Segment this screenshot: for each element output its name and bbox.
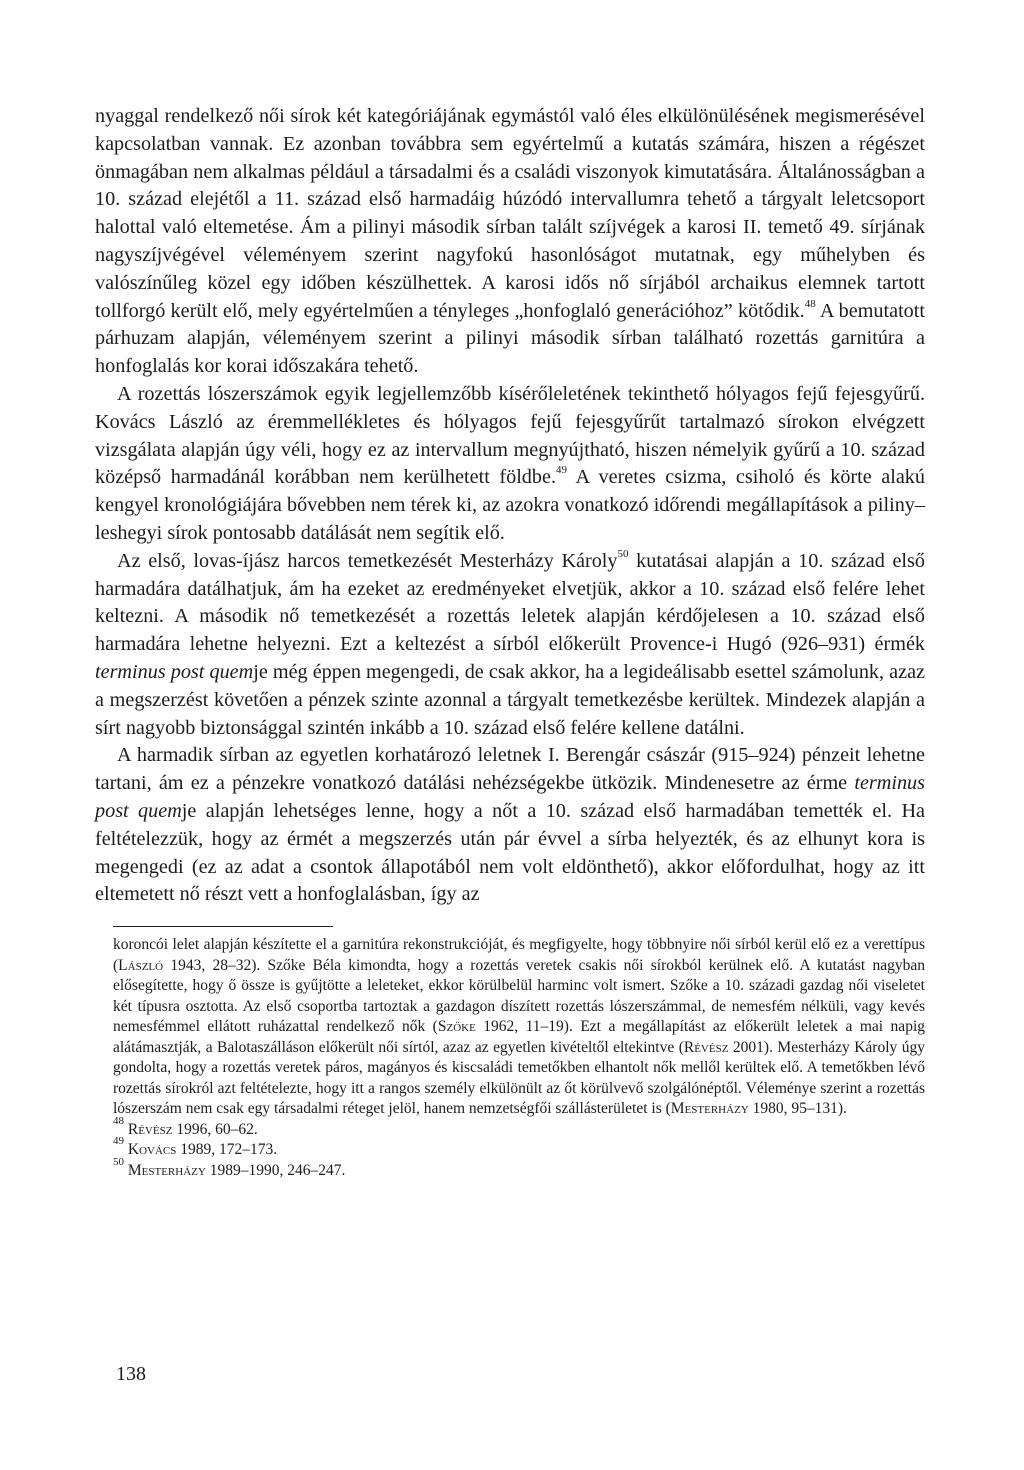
page-number: 138 bbox=[116, 1363, 146, 1385]
footnote-50-number: 50 bbox=[113, 1155, 124, 1168]
paragraph-3-text-b: kutatásai alapján a 10. század első harmadára datálhatjuk, ám ha ezeket az eredményeket elvetjük, akkor a 10. század első felére lehet keltezni. A második nő temetkezését a rozettás leletek alapján kérdőjelesen a 10. század első harmadára lehetne helyezni. Ezt a keltezést a sírból előkerült Provence-i Hugó (926–931) érmék bbox=[95, 549, 925, 656]
paragraph-4 bbox=[95, 742, 925, 909]
paragraph-3-text-a: Az első, lovas-íjász harcos temetkezését Mesterházy Károly bbox=[117, 549, 618, 572]
footnote-48 bbox=[113, 1114, 925, 1141]
footnote-48-author: Révész bbox=[127, 1120, 173, 1138]
fn-cont-author-2: Szőke bbox=[437, 1018, 476, 1036]
fn-cont-author-4: Mesterházy bbox=[670, 1100, 749, 1118]
paragraph-3 bbox=[95, 548, 925, 743]
footnote-ref-49: 49 bbox=[556, 464, 568, 477]
body-text bbox=[95, 103, 925, 909]
paragraph-3-italic-term: terminus post quem bbox=[95, 660, 254, 683]
paragraph-3-text-c: je még éppen megengedi, de csak akkor, ha a legideálisabb esettel számolunk, azaz a megszerzést követően a pénzek szinte azonnal a tárgyalt temetkezésbe kerültek. Mindezek alapján a sírt nagyobb biztonsággal szintén inkább a 10. század első felére kellene datálni. bbox=[95, 660, 925, 739]
footnote-49-author: Kovács bbox=[127, 1141, 177, 1159]
paragraph-1-text-a: nyaggal rendelkező női sírok két kategóriájának egymástól való éles elkülönülésének megismerésével kapcsolatban vannak. Ez azonban továbbra sem egyértelmű a kutatás számára, hiszen a régészet önmagában nem alkalmas például a társadalmi és a családi viszonyok kimutatására. Általánosságban a 10. század elejétől a 11. század első harmadáig húzódó intervallumra tehető a tárgyalt leletcsoport halottal való eltemetése. Ám a pilinyi második sírban talált szíjvégek a karosi II. temető 49. sírjának nagyszíjvégével véleményem szerint nagyfokú hasonlóságot mutatnak, egy műhelyben és valószínűleg közel egy időben készülhettek. A karosi idős nő sírjából archaikus elemnek tartott tollforgó került elő, mely egyértelműen a tényleges „honfoglaló generációhoz” kötődik. bbox=[95, 105, 925, 322]
fn-cont-text-3: 1962, 11–19). Ezt a megállapítást az előkerült leletek a mai napig alátámasztják, a Balotaszálláson előkerült női sírtól, azaz az egyetlen kivételtől eltekintve ( bbox=[113, 1018, 925, 1056]
footnote-49-text: 1989, 172–173. bbox=[176, 1141, 278, 1159]
footnote-50 bbox=[113, 1155, 925, 1182]
footnote-ref-50: 50 bbox=[617, 547, 629, 560]
footnote-48-number: 48 bbox=[113, 1114, 124, 1127]
fn-cont-text-4: 2001). Mesterházy Károly úgy gondolta, hogy a rozettás veretek páros, magányos és kiscsaládi temetőkben elhantolt nők mellől kerültek elő. A temetőkben lévő rozettás sírokról azt feltételezte, hogy itt a rangos személy elkülönült az őt körülvevő szolgálónéptől. Véleménye szerint a rozettás lószerszám nem csak egy társadalmi réteget jelöl, hanem nemzetségfői szállásterületet is ( bbox=[113, 1038, 925, 1118]
footnote-49-number: 49 bbox=[113, 1135, 124, 1148]
paragraph-2-text-a: A rozettás lószerszámok egyik legjellemzőbb kísérőleletének tekinthető hólyagos fejű fejesgyűrű. Kovács László az éremmellékletes és hólyagos fejű fejesgyűrűt tartalmazó sírokon elvégzett vizsgálata alapján úgy véli, hogy ez az intervallum megnyújtható, hiszen némelyik gyűrű a 10. század középső harmadánál korábban nem kerülhetett földbe. bbox=[95, 382, 925, 489]
page bbox=[95, 103, 925, 1181]
fn-cont-author-3: Révész bbox=[683, 1038, 729, 1056]
fn-cont-author-1: László bbox=[118, 956, 164, 974]
footnote-49 bbox=[113, 1135, 925, 1161]
paragraph-2 bbox=[95, 381, 925, 548]
fn-cont-text-1: koroncói lelet alapján készítette el a garnitúra rekonstrukcióját, és megfigyelte, hogy többnyire női sírból kerül elő ez a verettípus ( bbox=[113, 936, 925, 974]
paragraph-4-text-b: je alapján lehetséges lenne, hogy a nőt a 10. század első harmadában temették el. Ha feltételezzük, hogy az érmét a megszerzés után pár évvel a sírba helyezték, és az elhunyt kora is megengedi (ez az adat a csontok állapotából nem volt eldönthető), akkor előfordulhat, hogy az itt eltemetett nő részt vett a honfoglalásban, így az bbox=[95, 799, 925, 906]
footnotes bbox=[113, 935, 925, 1181]
fn-cont-text-2: 1943, 28–32). Szőke Béla kimondta, hogy a rozettás veretek csakis női sírokból kerülnek elő. A kutatást nagyban elősegítette, hogy ő össze is gyűjtötte a leleteket, ekkor körülbelül harminc volt ismert. Szőke a 10. századi gazdag női viseletet két típusra osztotta. Az első csoportba tartoztak a gazdagon díszített rozettás lószerszámmal, de nemesfém nélküli, vagy kevés nemesfémmel ellátott ruházattal rendelkező nők ( bbox=[113, 956, 925, 1036]
paragraph-2-text-b: A veretes csizma, csiholó és körte alakú kengyel kronológiájára bővebben nem térek ki, az azokra vonatkozó időrendi megállapítások a piliny–leshegyi sírok pontosabb datálását nem segítik elő. bbox=[95, 466, 925, 544]
paragraph-4-italic-term: terminus post quem bbox=[95, 772, 925, 822]
footnote-ref-48: 48 bbox=[804, 297, 816, 310]
footnote-50-text: 1989–1990, 246–247. bbox=[205, 1161, 346, 1179]
paragraph-1-text-b: A bemutatott párhuzam alapján, véleményem szerint a pilinyi második sírban található rozettás garnitúra a honfoglalás kor korai időszakára tehető. bbox=[95, 299, 925, 378]
footnote-separator bbox=[113, 926, 333, 927]
fn-cont-text-5: 1980, 95–131). bbox=[748, 1100, 847, 1118]
footnote-50-author: Mesterházy bbox=[127, 1161, 206, 1179]
footnote-continued bbox=[113, 935, 925, 1120]
paragraph-1 bbox=[95, 103, 925, 381]
paragraph-4-text-a: A harmadik sírban az egyetlen korhatározó leletnek I. Berengár császár (915–924) pénzeit lehetne tartani, ám ez a pénzekre vonatkozó datálási nehézségekbe ütközik. Mindenesetre az érme bbox=[95, 744, 925, 795]
footnote-48-text: 1996, 60–62. bbox=[172, 1120, 258, 1138]
